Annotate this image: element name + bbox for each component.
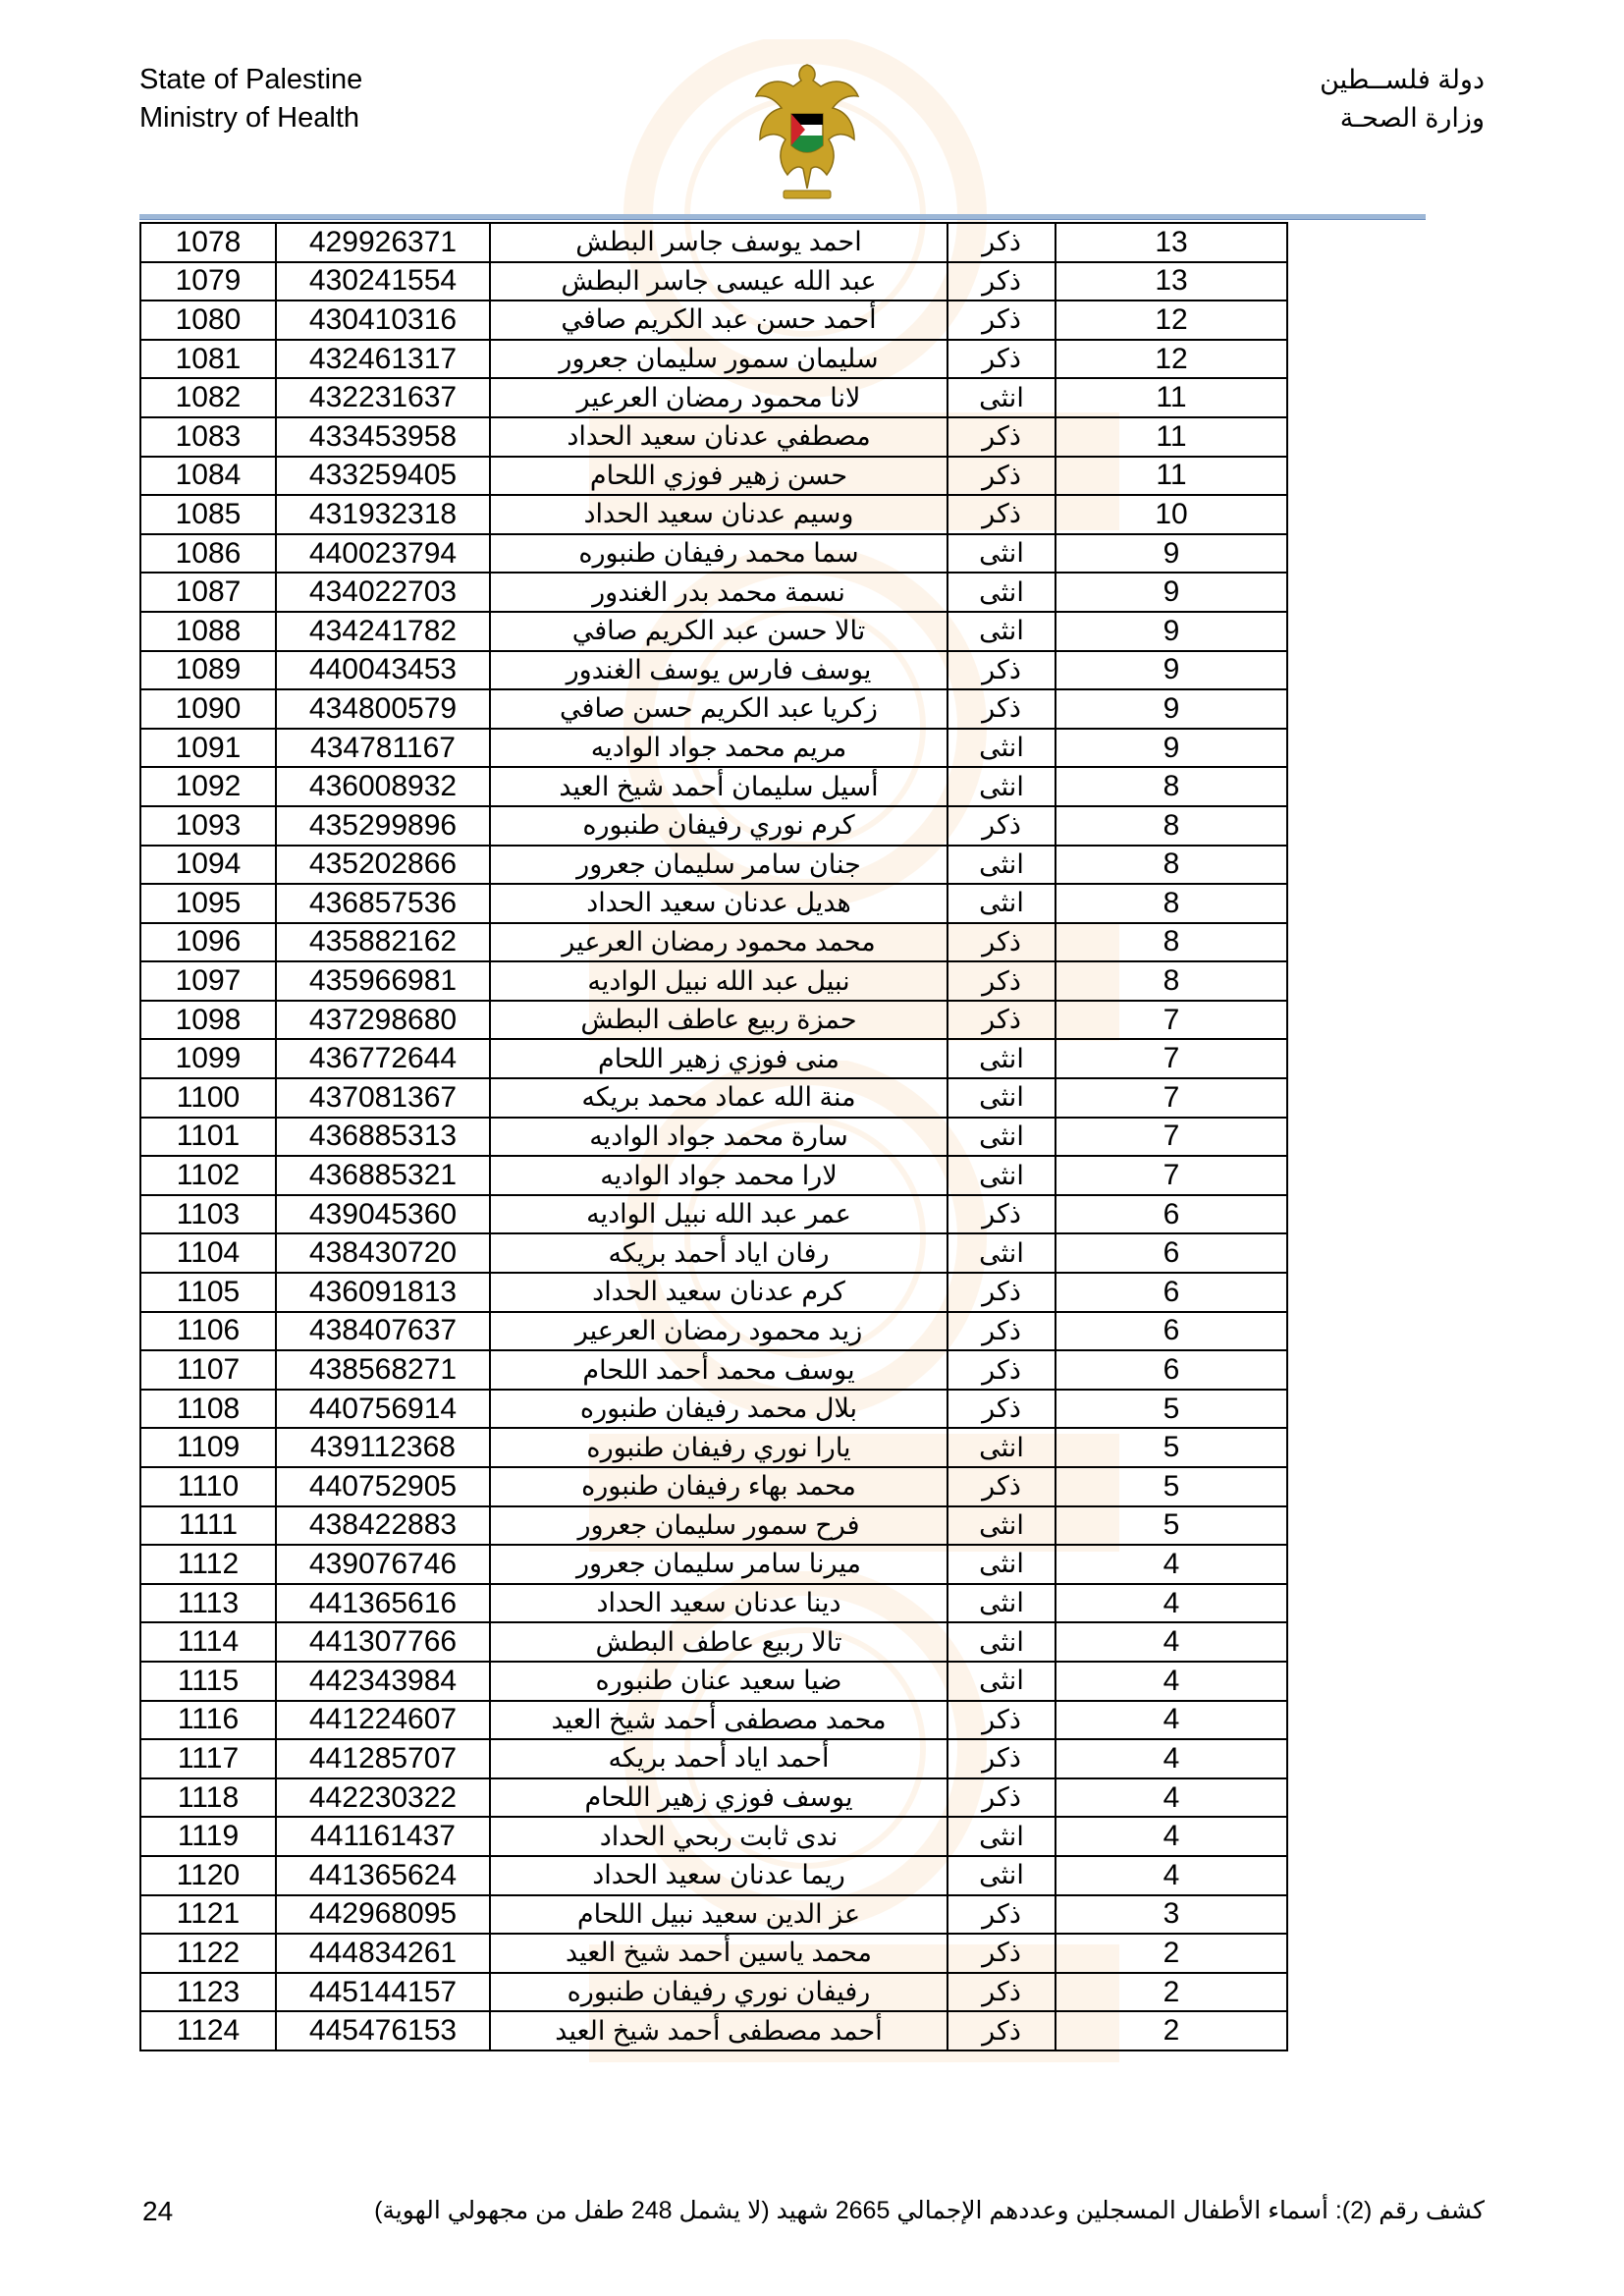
- row-seq-cell: 1124: [140, 2011, 276, 2050]
- row-gender-cell: ذكر: [947, 961, 1056, 1001]
- row-gender-cell: انثى: [947, 1078, 1056, 1118]
- table-row: [140, 301, 1287, 340]
- row-gender-cell: ذكر: [947, 417, 1056, 457]
- table-row: [140, 573, 1287, 612]
- row-age-cell: 4: [1056, 1584, 1287, 1623]
- table-row: [140, 1195, 1287, 1234]
- row-name-cell: نسمة محمد بدر الغندور: [490, 573, 947, 612]
- row-gender-cell: انثى: [947, 1506, 1056, 1546]
- row-seq-cell: 1110: [140, 1467, 276, 1506]
- table-row: [140, 1545, 1287, 1584]
- row-age-cell: 2: [1056, 1973, 1287, 2012]
- row-gender-cell: انثى: [947, 767, 1056, 806]
- row-name-cell: ريما عدنان سعيد الحداد: [490, 1856, 947, 1895]
- row-gender-cell: ذكر: [947, 495, 1056, 534]
- row-name-cell: رفيفان نوري رفيفان طنبوره: [490, 1973, 947, 2012]
- row-seq-cell: 1097: [140, 961, 276, 1001]
- table-row: [140, 1662, 1287, 1701]
- palestine-eagle-emblem-icon: [754, 57, 860, 204]
- row-id-cell: 436008932: [276, 767, 490, 806]
- table-row: [140, 223, 1287, 262]
- table-row: [140, 1273, 1287, 1312]
- table-row: [140, 417, 1287, 457]
- table-row: [140, 1584, 1287, 1623]
- row-name-cell: يارا نوري رفيفان طنبوره: [490, 1428, 947, 1467]
- row-age-cell: 13: [1056, 262, 1287, 301]
- row-id-cell: 431932318: [276, 495, 490, 534]
- row-age-cell: 10: [1056, 495, 1287, 534]
- row-name-cell: أحمد حسن عبد الكريم صافي: [490, 301, 947, 340]
- table-row: [140, 495, 1287, 534]
- table-row: [140, 2011, 1287, 2050]
- row-gender-cell: انثى: [947, 612, 1056, 651]
- table-row: [140, 806, 1287, 846]
- row-gender-cell: ذكر: [947, 651, 1056, 690]
- row-id-cell: 441365616: [276, 1584, 490, 1623]
- table-row: [140, 340, 1287, 379]
- row-age-cell: 7: [1056, 1039, 1287, 1078]
- row-gender-cell: انثى: [947, 1622, 1056, 1662]
- row-gender-cell: انثى: [947, 573, 1056, 612]
- row-id-cell: 434022703: [276, 573, 490, 612]
- row-seq-cell: 1100: [140, 1078, 276, 1118]
- row-id-cell: 436857536: [276, 884, 490, 923]
- row-gender-cell: انثى: [947, 1039, 1056, 1078]
- table-row: [140, 457, 1287, 496]
- row-seq-cell: 1083: [140, 417, 276, 457]
- row-id-cell: 441307766: [276, 1622, 490, 1662]
- row-seq-cell: 1107: [140, 1350, 276, 1390]
- row-id-cell: 430410316: [276, 301, 490, 340]
- row-age-cell: 6: [1056, 1312, 1287, 1351]
- row-id-cell: 442230322: [276, 1778, 490, 1818]
- row-seq-cell: 1090: [140, 689, 276, 729]
- row-id-cell: 438568271: [276, 1350, 490, 1390]
- row-age-cell: 4: [1056, 1778, 1287, 1818]
- row-name-cell: كرم نوري رفيفان طنبوره: [490, 806, 947, 846]
- row-age-cell: 5: [1056, 1467, 1287, 1506]
- row-seq-cell: 1091: [140, 729, 276, 768]
- table-row: [140, 729, 1287, 768]
- row-gender-cell: ذكر: [947, 457, 1056, 496]
- row-gender-cell: ذكر: [947, 1701, 1056, 1740]
- row-gender-cell: انثى: [947, 729, 1056, 768]
- row-name-cell: منة الله عماد محمد بريكه: [490, 1078, 947, 1118]
- row-name-cell: منى فوزي زهير اللحام: [490, 1039, 947, 1078]
- row-id-cell: 439076746: [276, 1545, 490, 1584]
- row-id-cell: 442968095: [276, 1895, 490, 1935]
- row-gender-cell: انثى: [947, 1584, 1056, 1623]
- row-age-cell: 11: [1056, 417, 1287, 457]
- row-name-cell: سارة محمد جواد الواديه: [490, 1118, 947, 1157]
- row-age-cell: 5: [1056, 1428, 1287, 1467]
- row-id-cell: 436885313: [276, 1118, 490, 1157]
- row-age-cell: 5: [1056, 1506, 1287, 1546]
- row-seq-cell: 1078: [140, 223, 276, 262]
- page-number: 24: [142, 2196, 174, 2226]
- row-seq-cell: 1093: [140, 806, 276, 846]
- row-gender-cell: انثى: [947, 1817, 1056, 1856]
- row-id-cell: 441161437: [276, 1817, 490, 1856]
- row-name-cell: حمزة ربيع عاطف البطش: [490, 1001, 947, 1040]
- row-age-cell: 9: [1056, 729, 1287, 768]
- row-gender-cell: ذكر: [947, 1895, 1056, 1935]
- row-name-cell: عز الدين سعيد نبيل اللحام: [490, 1895, 947, 1935]
- table-row: [140, 1973, 1287, 2012]
- row-gender-cell: ذكر: [947, 689, 1056, 729]
- table-row: [140, 767, 1287, 806]
- row-gender-cell: ذكر: [947, 1001, 1056, 1040]
- row-age-cell: 9: [1056, 573, 1287, 612]
- row-name-cell: أحمد اياد أحمد بريكه: [490, 1739, 947, 1778]
- table-row: [140, 1390, 1287, 1429]
- row-gender-cell: ذكر: [947, 1739, 1056, 1778]
- row-name-cell: فرح سمور سليمان جعرور: [490, 1506, 947, 1546]
- row-name-cell: محمد مصطفى أحمد شيخ العيد: [490, 1701, 947, 1740]
- row-age-cell: 11: [1056, 378, 1287, 417]
- row-seq-cell: 1121: [140, 1895, 276, 1935]
- row-id-cell: 435202866: [276, 846, 490, 885]
- row-gender-cell: انثى: [947, 1545, 1056, 1584]
- row-age-cell: 9: [1056, 534, 1287, 574]
- row-id-cell: 438407637: [276, 1312, 490, 1351]
- row-id-cell: 439045360: [276, 1195, 490, 1234]
- row-seq-cell: 1106: [140, 1312, 276, 1351]
- row-seq-cell: 1085: [140, 495, 276, 534]
- row-seq-cell: 1081: [140, 340, 276, 379]
- row-seq-cell: 1108: [140, 1390, 276, 1429]
- row-age-cell: 2: [1056, 1934, 1287, 1973]
- row-age-cell: 9: [1056, 651, 1287, 690]
- row-name-cell: محمد ياسين أحمد شيخ العيد: [490, 1934, 947, 1973]
- row-age-cell: 8: [1056, 767, 1287, 806]
- row-seq-cell: 1080: [140, 301, 276, 340]
- table-row: [140, 1001, 1287, 1040]
- row-name-cell: ميرنا سامر سليمان جعرور: [490, 1545, 947, 1584]
- row-seq-cell: 1122: [140, 1934, 276, 1973]
- row-seq-cell: 1096: [140, 923, 276, 962]
- row-seq-cell: 1109: [140, 1428, 276, 1467]
- row-age-cell: 6: [1056, 1273, 1287, 1312]
- table-row: [140, 1778, 1287, 1818]
- row-age-cell: 12: [1056, 340, 1287, 379]
- row-gender-cell: ذكر: [947, 262, 1056, 301]
- table-row: [140, 1428, 1287, 1467]
- row-gender-cell: ذكر: [947, 340, 1056, 379]
- header-ministry-ar: وزارة الصحـة: [1339, 103, 1485, 133]
- row-seq-cell: 1095: [140, 884, 276, 923]
- row-gender-cell: ذكر: [947, 1973, 1056, 2012]
- row-gender-cell: انثى: [947, 1662, 1056, 1701]
- table-row: [140, 1312, 1287, 1351]
- table-body: [140, 223, 1287, 2050]
- header-state-ar: دولة فلســطين: [1320, 65, 1485, 94]
- row-gender-cell: ذكر: [947, 1390, 1056, 1429]
- row-name-cell: عمر عبد الله نبيل الواديه: [490, 1195, 947, 1234]
- row-name-cell: ضيا سعيد عنان طنبوره: [490, 1662, 947, 1701]
- row-seq-cell: 1113: [140, 1584, 276, 1623]
- row-seq-cell: 1102: [140, 1156, 276, 1195]
- row-id-cell: 440023794: [276, 534, 490, 574]
- row-id-cell: 435882162: [276, 923, 490, 962]
- table-row: [140, 651, 1287, 690]
- row-gender-cell: ذكر: [947, 1467, 1056, 1506]
- row-seq-cell: 1099: [140, 1039, 276, 1078]
- row-name-cell: رفان اياد أحمد بريكه: [490, 1233, 947, 1273]
- row-gender-cell: ذكر: [947, 1778, 1056, 1818]
- row-seq-cell: 1098: [140, 1001, 276, 1040]
- row-gender-cell: ذكر: [947, 2011, 1056, 2050]
- row-id-cell: 440043453: [276, 651, 490, 690]
- footer-caption: كشف رقم (2): أسماء الأطفال المسجلين وعددهم الإجمالي 2665 شهيد (لا يشمل 248 طفل من مجهولي الهوية): [374, 2197, 1485, 2224]
- row-name-cell: أحمد مصطفى أحمد شيخ العيد: [490, 2011, 947, 2050]
- row-id-cell: 442343984: [276, 1662, 490, 1701]
- row-gender-cell: ذكر: [947, 1273, 1056, 1312]
- row-name-cell: زكريا عبد الكريم حسن صافي: [490, 689, 947, 729]
- row-id-cell: 445144157: [276, 1973, 490, 2012]
- row-age-cell: 9: [1056, 689, 1287, 729]
- row-age-cell: 9: [1056, 612, 1287, 651]
- row-name-cell: محمد محمود رمضان العرعير: [490, 923, 947, 962]
- row-age-cell: 4: [1056, 1856, 1287, 1895]
- table-row: [140, 961, 1287, 1001]
- row-seq-cell: 1087: [140, 573, 276, 612]
- row-age-cell: 8: [1056, 923, 1287, 962]
- row-gender-cell: ذكر: [947, 923, 1056, 962]
- row-age-cell: 8: [1056, 961, 1287, 1001]
- row-seq-cell: 1086: [140, 534, 276, 574]
- row-seq-cell: 1114: [140, 1622, 276, 1662]
- row-gender-cell: ذكر: [947, 1195, 1056, 1234]
- row-id-cell: 440752905: [276, 1467, 490, 1506]
- row-age-cell: 5: [1056, 1390, 1287, 1429]
- table-row: [140, 1817, 1287, 1856]
- row-seq-cell: 1104: [140, 1233, 276, 1273]
- row-age-cell: 7: [1056, 1078, 1287, 1118]
- row-id-cell: 430241554: [276, 262, 490, 301]
- table-row: [140, 1701, 1287, 1740]
- row-gender-cell: ذكر: [947, 223, 1056, 262]
- table-row: [140, 612, 1287, 651]
- row-id-cell: 444834261: [276, 1934, 490, 1973]
- row-seq-cell: 1092: [140, 767, 276, 806]
- row-seq-cell: 1105: [140, 1273, 276, 1312]
- row-id-cell: 436772644: [276, 1039, 490, 1078]
- row-age-cell: 8: [1056, 846, 1287, 885]
- row-gender-cell: انثى: [947, 1856, 1056, 1895]
- table-row: [140, 378, 1287, 417]
- table-row: [140, 923, 1287, 962]
- row-name-cell: لارا محمد جواد الواديه: [490, 1156, 947, 1195]
- header-left: [139, 61, 362, 137]
- header-ministry-en: Ministry of Health: [139, 102, 360, 134]
- row-id-cell: 445476153: [276, 2011, 490, 2050]
- table-row: [140, 846, 1287, 885]
- row-id-cell: 438430720: [276, 1233, 490, 1273]
- row-age-cell: 7: [1056, 1001, 1287, 1040]
- row-seq-cell: 1084: [140, 457, 276, 496]
- table-row: [140, 1233, 1287, 1273]
- row-seq-cell: 1082: [140, 378, 276, 417]
- row-name-cell: لانا محمود رمضان العرعير: [490, 378, 947, 417]
- row-seq-cell: 1115: [140, 1662, 276, 1701]
- row-seq-cell: 1088: [140, 612, 276, 651]
- row-seq-cell: 1120: [140, 1856, 276, 1895]
- table-row: [140, 1350, 1287, 1390]
- row-id-cell: 440756914: [276, 1390, 490, 1429]
- row-id-cell: 439112368: [276, 1428, 490, 1467]
- table-row: [140, 884, 1287, 923]
- row-id-cell: 429926371: [276, 223, 490, 262]
- row-name-cell: يوسف محمد أحمد اللحام: [490, 1350, 947, 1390]
- row-name-cell: بلال محمد رفيفان طنبوره: [490, 1390, 947, 1429]
- row-name-cell: مريم محمد جواد الواديه: [490, 729, 947, 768]
- row-age-cell: 4: [1056, 1622, 1287, 1662]
- row-seq-cell: 1089: [140, 651, 276, 690]
- row-id-cell: 436885321: [276, 1156, 490, 1195]
- row-age-cell: 4: [1056, 1701, 1287, 1740]
- row-gender-cell: انثى: [947, 378, 1056, 417]
- table-row: [140, 1467, 1287, 1506]
- row-name-cell: مصطفي عدنان سعيد الحداد: [490, 417, 947, 457]
- row-name-cell: سما محمد رفيفان طنبوره: [490, 534, 947, 574]
- header-divider: [139, 214, 1426, 220]
- header-state-en: State of Palestine: [139, 64, 363, 95]
- row-seq-cell: 1119: [140, 1817, 276, 1856]
- row-name-cell: تالا ربيع عاطف البطش: [490, 1622, 947, 1662]
- row-name-cell: يوسف فارس يوسف الغندور: [490, 651, 947, 690]
- row-age-cell: 8: [1056, 884, 1287, 923]
- row-name-cell: حسن زهير فوزي اللحام: [490, 457, 947, 496]
- row-seq-cell: 1103: [140, 1195, 276, 1234]
- row-id-cell: 432231637: [276, 378, 490, 417]
- table-row: [140, 1118, 1287, 1157]
- table-row: [140, 1506, 1287, 1546]
- row-id-cell: 437081367: [276, 1078, 490, 1118]
- row-seq-cell: 1118: [140, 1778, 276, 1818]
- row-id-cell: 441224607: [276, 1701, 490, 1740]
- row-id-cell: 435299896: [276, 806, 490, 846]
- row-id-cell: 433259405: [276, 457, 490, 496]
- row-name-cell: يوسف فوزي زهير اللحام: [490, 1778, 947, 1818]
- row-seq-cell: 1116: [140, 1701, 276, 1740]
- table-row: [140, 262, 1287, 301]
- row-age-cell: 6: [1056, 1350, 1287, 1390]
- row-name-cell: زيد محمود رمضان العرعير: [490, 1312, 947, 1351]
- row-name-cell: هديل عدنان سعيد الحداد: [490, 884, 947, 923]
- row-age-cell: 6: [1056, 1233, 1287, 1273]
- row-name-cell: تالا حسن عبد الكريم صافي: [490, 612, 947, 651]
- row-name-cell: جنان سامر سليمان جعرور: [490, 846, 947, 885]
- row-gender-cell: انثى: [947, 846, 1056, 885]
- row-age-cell: 4: [1056, 1662, 1287, 1701]
- row-name-cell: سليمان سمور سليمان جعرور: [490, 340, 947, 379]
- row-age-cell: 3: [1056, 1895, 1287, 1935]
- row-id-cell: 437298680: [276, 1001, 490, 1040]
- row-gender-cell: انثى: [947, 1233, 1056, 1273]
- row-age-cell: 4: [1056, 1739, 1287, 1778]
- row-name-cell: دينا عدنان سعيد الحداد: [490, 1584, 947, 1623]
- row-id-cell: 441285707: [276, 1739, 490, 1778]
- row-name-cell: عبد الله عيسى جاسر البطش: [490, 262, 947, 301]
- row-gender-cell: ذكر: [947, 1312, 1056, 1351]
- row-name-cell: نبيل عبد الله نبيل الواديه: [490, 961, 947, 1001]
- row-age-cell: 13: [1056, 223, 1287, 262]
- table-row: [140, 1739, 1287, 1778]
- row-gender-cell: انثى: [947, 1118, 1056, 1157]
- row-name-cell: محمد بهاء رفيفان طنبوره: [490, 1467, 947, 1506]
- row-gender-cell: انثى: [947, 1428, 1056, 1467]
- row-id-cell: 432461317: [276, 340, 490, 379]
- row-name-cell: أسيل سليمان أحمد شيخ العيد: [490, 767, 947, 806]
- row-gender-cell: ذكر: [947, 301, 1056, 340]
- row-gender-cell: انثى: [947, 1156, 1056, 1195]
- row-id-cell: 434241782: [276, 612, 490, 651]
- row-name-cell: وسيم عدنان سعيد الحداد: [490, 495, 947, 534]
- table-row: [140, 534, 1287, 574]
- row-age-cell: 8: [1056, 806, 1287, 846]
- table-row: [140, 1039, 1287, 1078]
- row-age-cell: 7: [1056, 1118, 1287, 1157]
- row-seq-cell: 1079: [140, 262, 276, 301]
- row-age-cell: 11: [1056, 457, 1287, 496]
- row-gender-cell: انثى: [947, 534, 1056, 574]
- row-id-cell: 441365624: [276, 1856, 490, 1895]
- children-list-table: [139, 222, 1288, 2051]
- row-name-cell: احمد يوسف جاسر البطش: [490, 223, 947, 262]
- row-seq-cell: 1111: [140, 1506, 276, 1546]
- table-row: [140, 1934, 1287, 1973]
- row-gender-cell: انثى: [947, 884, 1056, 923]
- table-row: [140, 689, 1287, 729]
- row-gender-cell: ذكر: [947, 1934, 1056, 1973]
- row-age-cell: 6: [1056, 1195, 1287, 1234]
- row-id-cell: 436091813: [276, 1273, 490, 1312]
- row-seq-cell: 1123: [140, 1973, 276, 2012]
- row-seq-cell: 1094: [140, 846, 276, 885]
- row-age-cell: 4: [1056, 1817, 1287, 1856]
- row-gender-cell: ذكر: [947, 806, 1056, 846]
- row-id-cell: 434800579: [276, 689, 490, 729]
- table-row: [140, 1895, 1287, 1935]
- row-seq-cell: 1101: [140, 1118, 276, 1157]
- row-name-cell: كرم عدنان سعيد الحداد: [490, 1273, 947, 1312]
- row-age-cell: 7: [1056, 1156, 1287, 1195]
- header-right: [1320, 61, 1485, 137]
- table-row: [140, 1856, 1287, 1895]
- row-id-cell: 435966981: [276, 961, 490, 1001]
- row-name-cell: ندى ثابت ربحي الحداد: [490, 1817, 947, 1856]
- row-age-cell: 2: [1056, 2011, 1287, 2050]
- row-gender-cell: ذكر: [947, 1350, 1056, 1390]
- row-id-cell: 438422883: [276, 1506, 490, 1546]
- row-seq-cell: 1112: [140, 1545, 276, 1584]
- row-id-cell: 433453958: [276, 417, 490, 457]
- table-row: [140, 1156, 1287, 1195]
- row-id-cell: 434781167: [276, 729, 490, 768]
- table-row: [140, 1622, 1287, 1662]
- table-row: [140, 1078, 1287, 1118]
- row-age-cell: 12: [1056, 301, 1287, 340]
- row-age-cell: 4: [1056, 1545, 1287, 1584]
- row-seq-cell: 1117: [140, 1739, 276, 1778]
